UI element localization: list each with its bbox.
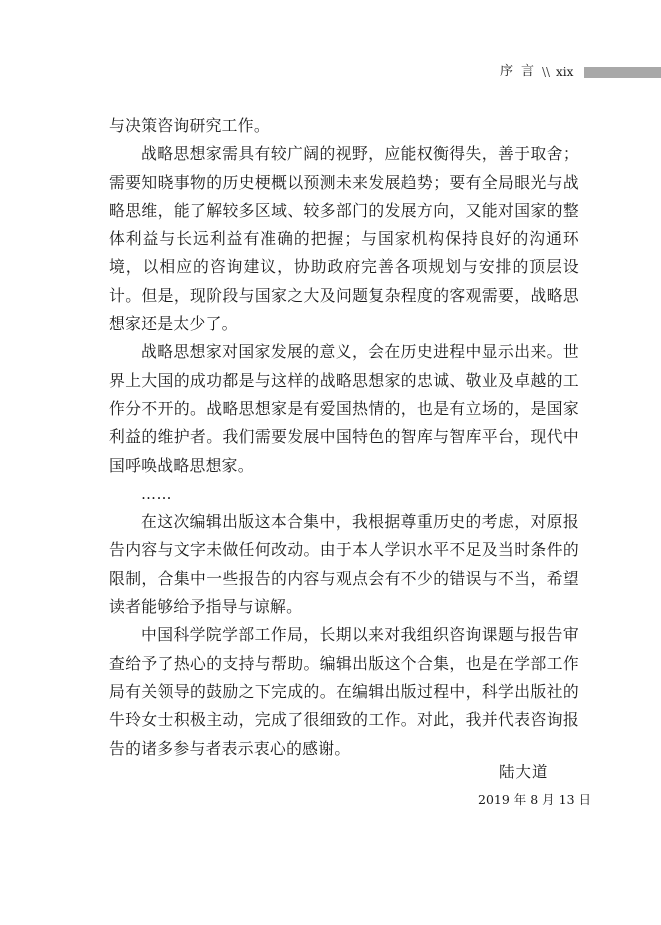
paragraph-strategist-qualities: 战略思想家需具有较广阔的视野，应能权衡得失，善于取舍；需要知晓事物的历史梗概以预测未来发展趋势；要有全局眼光与战略思维，能了解较多区域、较多部门的发展方向，又能对国家的整体利益与长远利益有准确的把握；与国家机构保持良好的沟通环境，以相应的咨询建议，协助政府完善各项规划与安排的顶层设计。但是，现阶段与国家之大及问题复杂程度的客观需要，战略思想家还是太少了。 [109, 144, 579, 334]
running-head-title: 序言 [500, 64, 543, 79]
signature-date: 2019 年 8 月 13 日 [478, 792, 592, 807]
paragraph-continuation: 与决策咨询研究工作。 [109, 116, 270, 135]
page-header [0, 62, 661, 82]
paragraph-acknowledgements: 中国科学院学部工作局，长期以来对我组织咨询课题与报告审查给予了热心的支持与帮助。编辑出版这个合集，也是在学部工作局有关领导的鼓励之下完成的。在编辑出版过程中，科学出版社的牛玲女士积极主动，完成了很细致的工作。对此，我并代表咨询报告的诸多参与者表示衷心的感谢。 [109, 625, 579, 758]
running-head-separator: \\ [542, 65, 551, 79]
paragraph-strategist-significance: 战略思想家对国家发展的意义，会在历史进程中显示出来。世界上大国的成功都是与这样的战略思想家的忠诚、敬业及卓越的工作分不开的。战略思想家是有爱国热情的，也是有立场的，是国家利益的维护者。我们需要发展中国特色的智库与智库平台，现代中国呼唤战略思想家。 [109, 342, 579, 475]
page-number: xix [556, 65, 574, 79]
omission-ellipsis: …… [141, 484, 172, 503]
header-decorative-bar [584, 67, 661, 78]
author-signature: 陆大道 [499, 763, 549, 781]
paragraph-editing-note: 在这次编辑出版这本合集中，我根据尊重历史的考虑，对原报告内容与文字未做任何改动。由于本人学识水平不足及当时条件的限制，合集中一些报告的内容与观点会有不少的错误与不当，希望读者能够给予指导与谅解。 [109, 512, 579, 617]
page-body [109, 112, 579, 763]
